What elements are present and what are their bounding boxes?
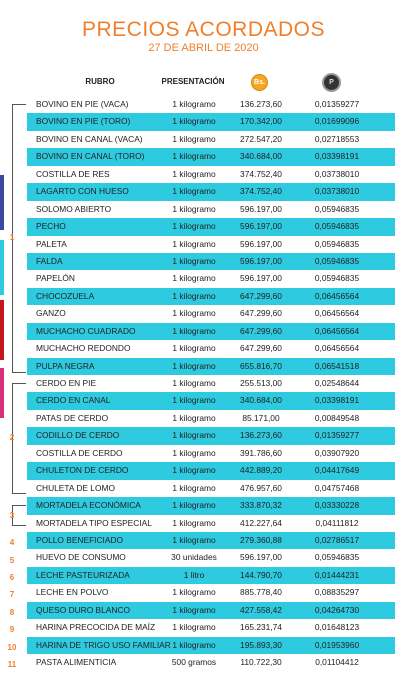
presentacion-cell: 1 kilogramo bbox=[172, 517, 216, 528]
presentacion-cell: 1 kilogramo bbox=[172, 255, 216, 266]
presentacion-cell: 1 kilogramo bbox=[172, 395, 216, 406]
bolivar-price-cell: 170.342,00 bbox=[240, 116, 282, 127]
presentacion-cell: 1 kilogramo bbox=[172, 465, 216, 476]
rubro-cell: COSTILLA DE CERDO bbox=[36, 447, 123, 458]
table-row bbox=[27, 619, 395, 636]
bolivar-price-cell: 412.227,64 bbox=[240, 517, 282, 528]
bolivar-price-cell: 340.684,00 bbox=[240, 151, 282, 162]
bolivar-price-cell: 85.171,00 bbox=[242, 412, 280, 423]
bolivar-price-cell: 647.299,60 bbox=[240, 290, 282, 301]
presentacion-cell: 1 kilogramo bbox=[172, 622, 216, 633]
bolivar-price-cell: 144.790,70 bbox=[240, 569, 282, 580]
presentacion-cell: 1 kilogramo bbox=[172, 378, 216, 388]
table-row bbox=[27, 236, 395, 253]
presentacion-cell: 1 kilogramo bbox=[172, 221, 216, 232]
table-row bbox=[27, 201, 395, 218]
rubro-cell: PASTA ALIMENTICIA bbox=[36, 657, 117, 667]
presentacion-cell: 1 kilogramo bbox=[172, 151, 216, 162]
table-row bbox=[27, 602, 395, 619]
group-number: 11 bbox=[7, 660, 17, 669]
presentacion-cell: 1 kilogramo bbox=[172, 500, 216, 511]
bolivar-price-cell: 340.684,00 bbox=[240, 395, 282, 406]
group-number: 7 bbox=[9, 590, 15, 599]
table-row bbox=[27, 340, 395, 357]
presentacion-cell: 1 kilogramo bbox=[172, 168, 216, 179]
table-row bbox=[27, 427, 395, 444]
petro-price-cell: 0,05946835 bbox=[314, 238, 360, 249]
petro-price-cell: 0,03398191 bbox=[314, 151, 360, 162]
rubro-cell: MORTADELA TIPO ESPECIAL bbox=[36, 517, 152, 528]
group-number: 6 bbox=[9, 573, 15, 582]
petro-price-cell: 0,03738010 bbox=[314, 168, 360, 179]
table-row bbox=[27, 131, 395, 148]
group-number: 5 bbox=[9, 556, 15, 565]
petro-price-cell: 0,04264730 bbox=[314, 604, 360, 615]
presentacion-cell: 1 kilogramo bbox=[172, 360, 216, 371]
rubro-cell: CERDO EN PIE bbox=[36, 378, 97, 388]
group-number: 10 bbox=[7, 643, 17, 652]
table-row bbox=[27, 288, 395, 305]
presentacion-cell: 1 kilogramo bbox=[172, 133, 216, 144]
bracket-tick bbox=[12, 104, 26, 105]
bolivar-price-cell: 391.786,60 bbox=[240, 447, 282, 458]
rubro-cell: FALDA bbox=[36, 255, 63, 266]
table-row bbox=[27, 148, 395, 165]
presentacion-cell: 1 kilogramo bbox=[172, 534, 216, 545]
presentacion-cell: 1 litro bbox=[183, 569, 205, 580]
petro-price-cell: 0,02786517 bbox=[314, 534, 360, 545]
side-tab bbox=[0, 368, 4, 418]
petro-price-cell: 0,03398191 bbox=[314, 395, 360, 406]
presentacion-cell: 1 kilogramo bbox=[172, 430, 216, 441]
bolivar-price-cell: 596.197,00 bbox=[240, 255, 282, 266]
petro-price-cell: 0,06456564 bbox=[314, 308, 360, 319]
presentacion-cell: 1 kilogramo bbox=[172, 639, 216, 650]
rubro-cell: POLLO BENEFICIADO bbox=[36, 534, 124, 545]
presentacion-cell: 1 kilogramo bbox=[172, 412, 216, 423]
presentacion-cell: 1 kilogramo bbox=[172, 587, 216, 598]
bolivar-price-cell: 647.299,60 bbox=[240, 325, 282, 336]
petro-price-cell: 0,06456564 bbox=[314, 325, 360, 336]
table-row bbox=[27, 567, 395, 584]
presentacion-cell: 1 kilogramo bbox=[172, 273, 216, 284]
bolivar-price-cell: 374.752,40 bbox=[240, 186, 282, 197]
bolivar-price-cell: 165.231,74 bbox=[240, 622, 282, 633]
rubro-cell: PAPELÓN bbox=[36, 273, 75, 284]
table-row bbox=[27, 166, 395, 183]
rubro-cell: CODILLO DE CERDO bbox=[36, 430, 120, 441]
table-row bbox=[27, 515, 395, 532]
group-gutter bbox=[0, 0, 28, 680]
presentacion-cell: 1 kilogramo bbox=[172, 238, 216, 249]
rubro-cell: MUCHACHO REDONDO bbox=[36, 343, 131, 354]
presentacion-cell: 30 unidades bbox=[171, 552, 217, 563]
bolivar-price-cell: 195.893,30 bbox=[240, 639, 282, 650]
bolivar-price-cell: 427.558,42 bbox=[240, 604, 282, 615]
bolivar-price-cell: 136.273,60 bbox=[240, 430, 282, 441]
side-tab bbox=[0, 240, 4, 295]
side-tab bbox=[0, 175, 4, 230]
petro-price-cell: 0,04417649 bbox=[314, 465, 360, 476]
petro-price-cell: 0,01699096 bbox=[314, 116, 360, 127]
bracket-tick bbox=[12, 493, 26, 494]
bolivar-price-cell: 476.957,60 bbox=[240, 482, 282, 493]
rubro-cell: CERDO EN CANAL bbox=[36, 395, 111, 406]
petro-price-cell: 0,03907920 bbox=[314, 447, 360, 458]
petro-price-cell: 0,06456564 bbox=[314, 290, 360, 301]
bracket-tick bbox=[12, 505, 26, 506]
rubro-cell: PALETA bbox=[36, 238, 67, 249]
petro-price-cell: 0,04757468 bbox=[314, 482, 360, 493]
petro-price-cell: 0,01953960 bbox=[314, 639, 360, 650]
presentacion-cell: 1 kilogramo bbox=[172, 482, 216, 493]
group-number: 4 bbox=[9, 538, 15, 547]
page-subtitle: 27 DE ABRIL DE 2020 bbox=[148, 42, 259, 54]
bolivar-price-cell: 596.197,00 bbox=[240, 273, 282, 284]
price-table bbox=[27, 96, 395, 671]
table-row bbox=[27, 584, 395, 601]
petro-price-cell: 0,05946835 bbox=[314, 221, 360, 232]
rubro-cell: HARINA PRECOCIDA DE MAÍZ bbox=[36, 622, 156, 633]
petro-price-cell: 0,01648123 bbox=[314, 622, 360, 633]
rubro-cell: BOVINO EN PIE (VACA) bbox=[36, 99, 129, 109]
rubro-cell: MUCHACHO CUADRADO bbox=[36, 325, 136, 336]
petro-price-cell: 0,05946835 bbox=[314, 273, 360, 284]
bolivar-price-cell: 596.197,00 bbox=[240, 552, 282, 563]
presentacion-cell: 1 kilogramo bbox=[172, 447, 216, 458]
rubro-cell: PULPA NEGRA bbox=[36, 360, 95, 371]
presentacion-cell: 1 kilogramo bbox=[172, 325, 216, 336]
table-row bbox=[27, 270, 395, 287]
bracket-tick bbox=[12, 525, 26, 526]
rubro-cell: LECHE PASTEURIZADA bbox=[36, 569, 130, 580]
presentacion-cell: 1 kilogramo bbox=[172, 308, 216, 319]
rubro-cell: HUEVO DE CONSUMO bbox=[36, 552, 126, 563]
bolivar-coin-icon: Bs. bbox=[251, 74, 268, 91]
table-row bbox=[27, 654, 395, 671]
group-number: 2 bbox=[9, 433, 15, 442]
rubro-cell: BOVINO EN PIE (TORO) bbox=[36, 116, 131, 127]
table-row bbox=[27, 549, 395, 566]
rubro-cell: HARINA DE TRIGO USO FAMILIAR bbox=[36, 639, 171, 650]
petro-price-cell: 0,03330228 bbox=[314, 500, 360, 511]
petro-price-cell: 0,05946835 bbox=[314, 255, 360, 266]
bracket-tick bbox=[12, 372, 26, 373]
rubro-cell: LECHE EN POLVO bbox=[36, 587, 109, 598]
page-title: PRECIOS ACORDADOS bbox=[81, 18, 326, 41]
bolivar-price-cell: 596.197,00 bbox=[240, 238, 282, 249]
group-number: 8 bbox=[9, 608, 15, 617]
table-row bbox=[27, 392, 395, 409]
rubro-cell: LAGARTO CON HUESO bbox=[36, 186, 129, 197]
rubro-cell: QUESO DURO BLANCO bbox=[36, 604, 131, 615]
bolivar-price-cell: 647.299,60 bbox=[240, 308, 282, 319]
rubro-cell: PECHO bbox=[36, 221, 66, 232]
table-row bbox=[27, 323, 395, 340]
rubro-cell: CHULETA DE LOMO bbox=[36, 482, 115, 493]
table-row bbox=[27, 358, 395, 375]
bolivar-price-cell: 655.816,70 bbox=[240, 360, 282, 371]
table-row bbox=[27, 532, 395, 549]
bolivar-price-cell: 885.778,40 bbox=[240, 587, 282, 598]
rubro-cell: GANZO bbox=[36, 308, 66, 319]
petro-price-cell: 0,04111812 bbox=[315, 517, 359, 528]
petro-price-cell: 0,02548644 bbox=[314, 378, 360, 388]
table-row bbox=[27, 218, 395, 235]
presentacion-cell: 1 kilogramo bbox=[172, 343, 216, 354]
table-row bbox=[27, 497, 395, 514]
presentacion-cell: 1 kilogramo bbox=[172, 203, 216, 214]
presentacion-cell: 1 kilogramo bbox=[172, 290, 216, 301]
bracket-tick bbox=[12, 383, 26, 384]
petro-price-cell: 0,08835297 bbox=[314, 587, 360, 598]
table-row bbox=[27, 113, 395, 130]
rubro-cell: COSTILLA DE RES bbox=[36, 168, 110, 179]
presentacion-cell: 1 kilogramo bbox=[172, 99, 216, 109]
table-row bbox=[27, 637, 395, 654]
petro-price-cell: 0,00849548 bbox=[314, 412, 360, 423]
bolivar-price-cell: 136.273,60 bbox=[240, 99, 282, 109]
rubro-cell: PATAS DE CERDO bbox=[36, 412, 109, 423]
table-row bbox=[27, 183, 395, 200]
presentacion-cell: 1 kilogramo bbox=[172, 604, 216, 615]
header-rubro: RUBRO bbox=[85, 77, 115, 86]
table-row bbox=[27, 410, 395, 427]
bolivar-price-cell: 374.752,40 bbox=[240, 168, 282, 179]
group-number: 3 bbox=[9, 511, 15, 520]
bolivar-price-cell: 255.513,00 bbox=[240, 378, 282, 388]
bolivar-price-cell: 110.722,30 bbox=[240, 657, 282, 667]
petro-price-cell: 0,05946835 bbox=[314, 203, 360, 214]
table-row bbox=[27, 96, 395, 113]
petro-price-cell: 0,06541518 bbox=[314, 360, 360, 371]
rubro-cell: BOVINO EN CANAL (TORO) bbox=[36, 151, 145, 162]
rubro-cell: BOVINO EN CANAL (VACA) bbox=[36, 133, 143, 144]
rubro-cell: CHULETON DE CERDO bbox=[36, 465, 129, 476]
presentacion-cell: 1 kilogramo bbox=[172, 186, 216, 197]
petro-price-cell: 0,01104412 bbox=[315, 657, 359, 667]
table-row bbox=[27, 462, 395, 479]
bolivar-price-cell: 333.870,32 bbox=[240, 500, 282, 511]
header-presentacion: PRESENTACIÓN bbox=[161, 77, 225, 86]
side-tab bbox=[0, 300, 4, 360]
bolivar-price-cell: 596.197,00 bbox=[240, 203, 282, 214]
presentacion-cell: 500 gramos bbox=[171, 657, 217, 667]
petro-price-cell: 0,01359277 bbox=[314, 430, 360, 441]
rubro-cell: SOLOMO ABIERTO bbox=[36, 203, 112, 214]
bolivar-price-cell: 647.299,60 bbox=[240, 343, 282, 354]
petro-coin-icon: P bbox=[322, 73, 341, 92]
presentacion-cell: 1 kilogramo bbox=[172, 116, 216, 127]
bolivar-price-cell: 279.360,88 bbox=[240, 534, 282, 545]
petro-price-cell: 0,02718553 bbox=[314, 133, 360, 144]
rubro-cell: CHOCOZUELA bbox=[36, 290, 95, 301]
bolivar-price-cell: 442.889,20 bbox=[240, 465, 282, 476]
group-number: 1 bbox=[9, 233, 15, 242]
petro-price-cell: 0,01444231 bbox=[314, 569, 360, 580]
petro-price-cell: 0,05946835 bbox=[314, 552, 360, 563]
group-number: 9 bbox=[9, 625, 15, 634]
petro-price-cell: 0,06456564 bbox=[314, 343, 360, 354]
bolivar-price-cell: 596.197,00 bbox=[240, 221, 282, 232]
table-row bbox=[27, 445, 395, 462]
petro-price-cell: 0,01359277 bbox=[314, 99, 360, 109]
table-row bbox=[27, 305, 395, 322]
rubro-cell: MORTADELA ECONÓMICA bbox=[36, 500, 141, 511]
table-row bbox=[27, 375, 395, 392]
table-row bbox=[27, 253, 395, 270]
petro-price-cell: 0,03738010 bbox=[314, 186, 360, 197]
bolivar-price-cell: 272.547,20 bbox=[240, 133, 282, 144]
table-row bbox=[27, 480, 395, 497]
